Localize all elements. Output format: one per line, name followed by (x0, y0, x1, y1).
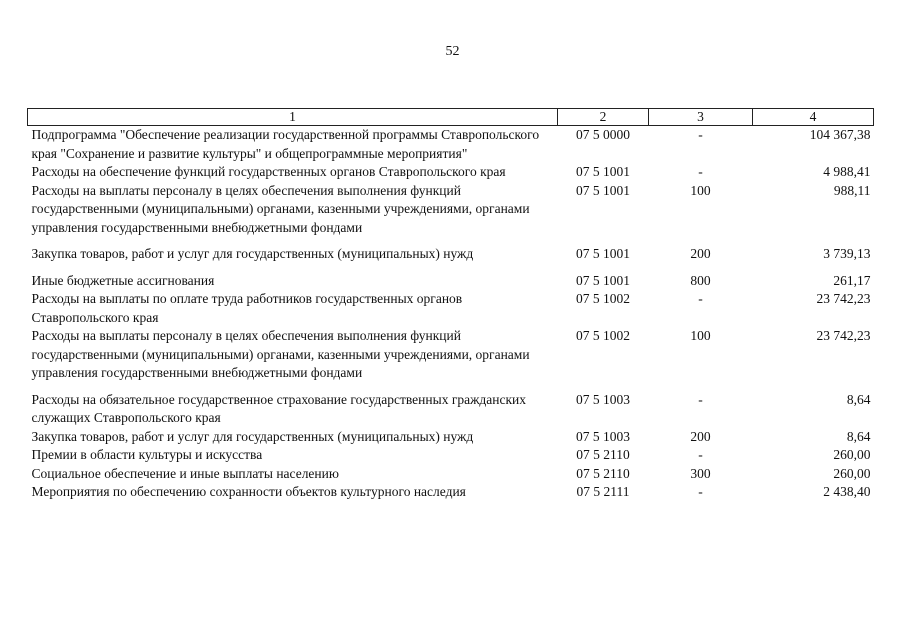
row-sum: 8,64 (846, 391, 871, 407)
row-code: 07 5 1003 (576, 391, 630, 407)
row-sum: 3 739,13 (823, 246, 871, 261)
row-sum: 23 742,23 (816, 291, 871, 306)
row-name: Закупка товаров, работ и услуг для государственных (муниципальных) нужд (31, 246, 474, 261)
table-row (28, 327, 874, 391)
row-sum: 23 742,23 (816, 328, 871, 343)
row-code: 07 5 2111 (576, 484, 630, 499)
row-type: - (698, 127, 703, 142)
table-row (28, 483, 874, 502)
row-sum: 260,00 (833, 465, 871, 481)
row-name: Подпрограмма "Обеспечение реализации государственной программы Ставропольского края "Сохранение и развитие культуры" и общепрограммные мероприятия" (31, 127, 540, 161)
table-row (28, 465, 874, 484)
row-name: Расходы на выплаты персоналу в целях обеспечения выполнения функций государственными (муниципальными) органами, казенными учреждениями, органами управления государственными внебюджетными фондами (31, 328, 530, 380)
row-code: 07 5 2110 (576, 447, 630, 462)
row-name: Социальное обеспечение и иные выплаты населению (31, 465, 339, 481)
table-row (28, 163, 874, 182)
row-sum: 988,11 (833, 182, 871, 198)
row-type: 200 (690, 246, 711, 261)
row-name: Иные бюджетные ассигнования (31, 272, 215, 288)
budget-table (27, 108, 874, 502)
table-row (28, 391, 874, 428)
row-type: 100 (690, 328, 711, 343)
header-row (28, 109, 874, 126)
row-name: Расходы на обязательное государственное страхование государственных гражданских служащих Ставропольского края (31, 391, 527, 425)
header-col-3: 3 (649, 109, 753, 126)
row-type: - (698, 484, 703, 499)
row-type: 800 (690, 272, 711, 288)
header-col-4: 4 (753, 109, 874, 126)
row-type: - (698, 447, 703, 462)
row-name: Расходы на выплаты по оплате труда работников государственных органов Ставропольского края (31, 291, 463, 325)
table-row (28, 245, 874, 272)
row-type: - (698, 291, 703, 306)
row-type: 100 (690, 182, 711, 198)
row-sum: 2 438,40 (823, 484, 871, 499)
header-col-2: 2 (558, 109, 649, 126)
row-type: - (698, 164, 703, 179)
row-sum: 4 988,41 (823, 164, 871, 179)
row-name: Расходы на выплаты персоналу в целях обеспечения выполнения функций государственными (муниципальными) органами, казенными учреждениями, органами управления государственными внебюджетными фондами (31, 182, 530, 235)
row-sum: 104 367,38 (809, 127, 871, 142)
row-code: 07 5 1001 (576, 246, 630, 261)
row-code: 07 5 1001 (576, 272, 630, 288)
table-row (28, 272, 874, 291)
row-code: 07 5 0000 (576, 127, 630, 142)
table-row (28, 446, 874, 465)
row-name: Расходы на обеспечение функций государственных органов Ставропольского края (31, 164, 506, 179)
row-code: 07 5 1002 (576, 328, 630, 343)
table-row (28, 290, 874, 327)
row-code: 07 5 2110 (576, 465, 630, 481)
table-body (28, 126, 874, 502)
row-code: 07 5 1002 (576, 291, 630, 306)
table-row (28, 182, 874, 246)
row-sum: 260,00 (833, 447, 871, 462)
row-code: 07 5 1003 (576, 428, 630, 444)
row-name: Премии в области культуры и искусства (31, 447, 263, 462)
page-number: 52 (445, 44, 460, 59)
row-type: - (698, 391, 703, 407)
table-row (28, 428, 874, 447)
header-col-1: 1 (28, 109, 558, 126)
row-type: 200 (690, 428, 711, 444)
row-name: Мероприятия по обеспечению сохранности объектов культурного наследия (31, 484, 466, 499)
row-sum: 8,64 (846, 428, 871, 444)
row-name: Закупка товаров, работ и услуг для государственных (муниципальных) нужд (31, 428, 474, 444)
row-code: 07 5 1001 (576, 164, 630, 179)
row-sum: 261,17 (833, 272, 871, 288)
table-row (28, 126, 874, 164)
row-type: 300 (690, 465, 711, 481)
row-code: 07 5 1001 (576, 182, 630, 198)
table-header (28, 109, 874, 126)
